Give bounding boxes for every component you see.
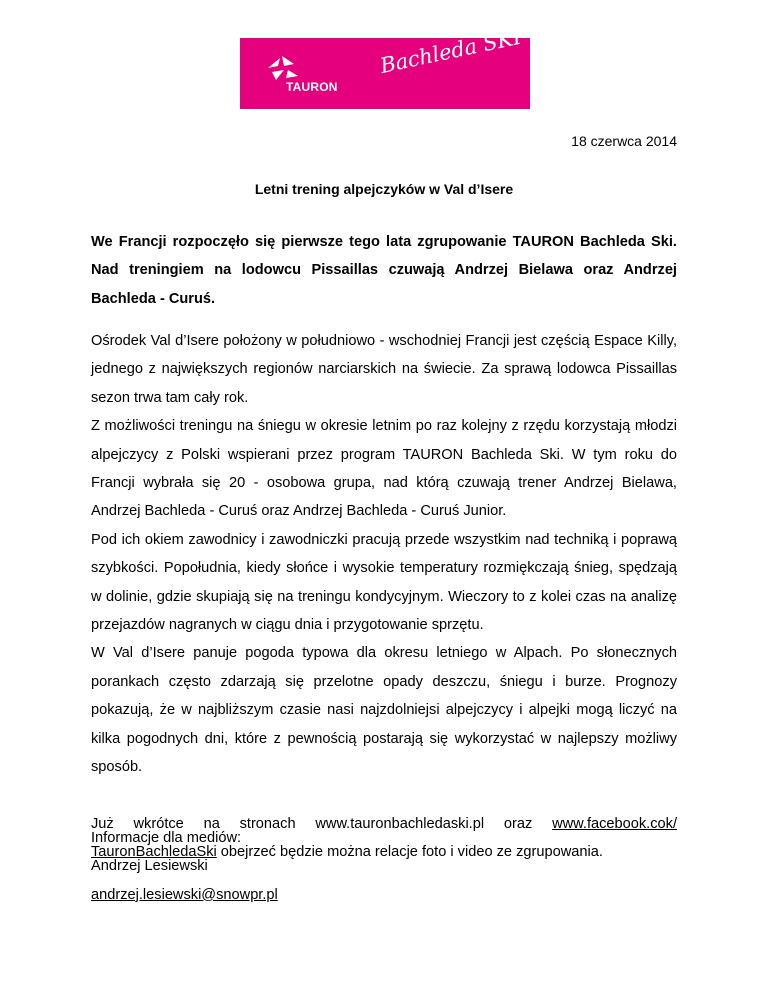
lead-paragraph: We Francji rozpoczęło się pierwsze tego lata zgrupowanie TAURON Bachleda Ski. Nad treningiem na lodowcu Pissaillas czuwają Andrzej Bielawa oraz Andrzej Bachleda - Curuś. [91,234,677,307]
paragraph: Pod ich okiem zawodnicy i zawodniczki pracują przede wszystkim nad techniką i poprawą szybkości. Popołudnia, kiedy słońce i wysokie temperatury rozmiękczają śnieg, spędzają w dolinie, gdzie skupiają się na treningu kondycyjnym. Wieczory to z kolei czas na analizę przejazdów nagranych w ciągu dnia i przygotowanie sprzętu. [91,531,677,634]
paragraph: Z możliwości treningu na śniegu w okresie letnim po raz kolejny z rzędu korzystają młodzi alpejczycy z Polski wspierani przez program TAURON Bachleda Ski. W tym roku do Francji wybrała się 20 - osobowa grupa, nad którą czuwają trener Andrzej Bielawa, Andrzej Bachleda - Curuś oraz Andrzej Bachleda - Curuś Junior. [91,418,677,520]
contact-email-link[interactable]: andrzej.lesiewski@snowpr.pl [91,886,278,903]
tauron-bachleda-logo [240,24,530,109]
contact-heading: Informacje dla mediów: [91,830,242,846]
media-contact [91,824,677,909]
paragraph: W Val d’Isere panuje pogoda typowa dla okresu letniego w Alpach. Po słonecznych porankach często zdarzają się przelotne opady deszczu, śniegu i burze. Prognozy pokazują, że w najbliższym czasie nasi najzdolniejsi alpejczycy i alpejki mogą liczyć na kilka pogodnych dni, które z pewnością postarają się wykorzystać w najlepszy możliwy sposób. [91,645,677,776]
links-text-before: Już wkrótce na stronach www.tauronbachledaski.pl oraz [91,815,553,832]
paragraph: Ośrodek Val d’Isere położony w południowo - wschodniej Francji jest częścią Espace Killy, jednego z największych regionów narciarskich na świecie. Za sprawą lodowca Pissaillas sezon trwa tam cały rok. [91,333,677,406]
facebook-link[interactable]: www.facebook.cok/ TauronBachledaSki [91,815,677,860]
tauron-star-icon [262,54,310,82]
links-text-after: obejrzeć będzie można relacje foto i video ze zgrupowania. [216,843,603,860]
contact-name: Andrzej Lesiewski [91,858,208,875]
logo-script-text: Bachleda SKI [378,24,524,79]
body-text [91,327,677,866]
document-title: Letni trening alpejczyków w Val d’Isere [254,181,514,197]
logo-brand-text: TAURON [286,80,338,94]
document-date: 18 czerwca 2014 [571,133,677,149]
